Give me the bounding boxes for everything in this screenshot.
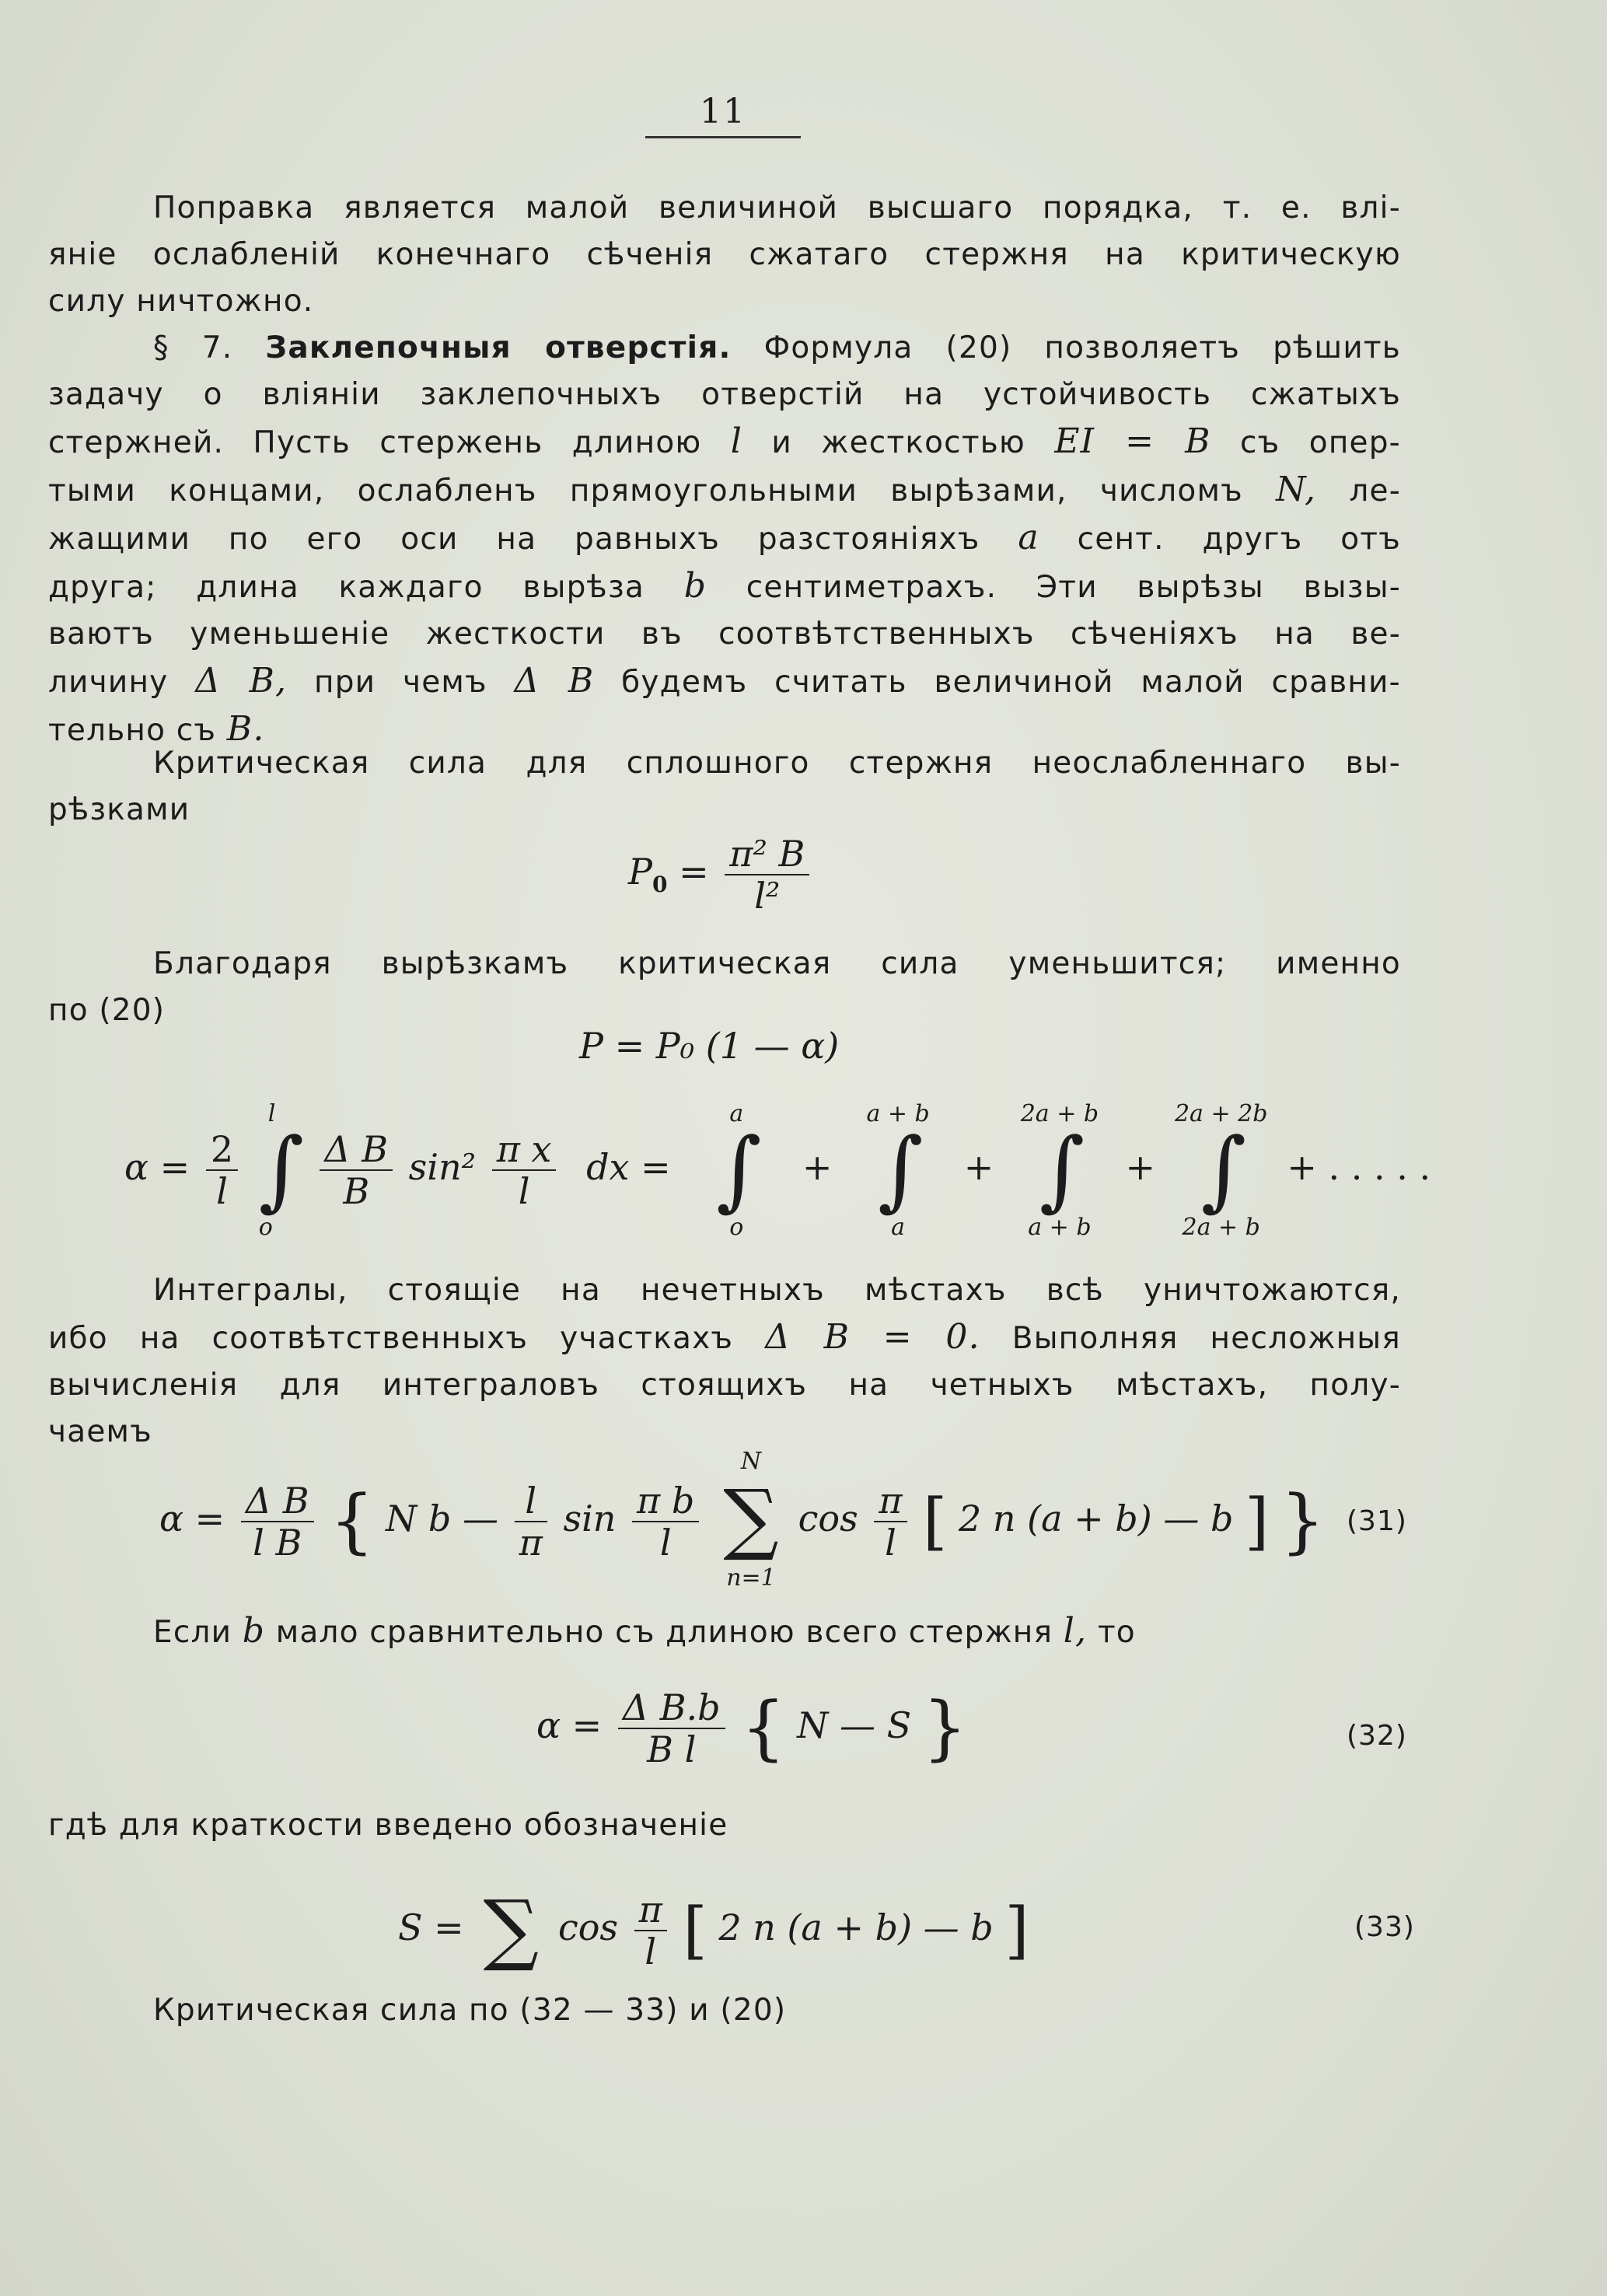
integral-lower: a — [891, 1214, 906, 1241]
math-symbol: α = — [159, 1497, 225, 1539]
right-brace: } — [1280, 1480, 1326, 1562]
page-number: 11 — [700, 92, 746, 131]
fraction — [492, 1129, 557, 1211]
fraction-numerator: π — [634, 1889, 667, 1931]
paragraph-integrals — [48, 1267, 1401, 1456]
math-inline: l — [730, 421, 743, 461]
equation-31 — [159, 1448, 1325, 1595]
fraction-numerator: π x — [492, 1129, 557, 1171]
section-7-paragraph — [48, 325, 1401, 754]
equation-33 — [398, 1880, 1029, 1981]
text-line: рѣзками — [48, 792, 190, 827]
paragraph-cutouts — [48, 941, 1401, 1034]
right-bracket: ] — [1245, 1485, 1270, 1557]
text-line: Критическая сила для сплошного стержня неослабленнаго вы- — [153, 746, 1401, 781]
math-function: cos — [557, 1906, 619, 1948]
text-span: Если — [153, 1615, 232, 1650]
math-inline: Δ B = 0. — [765, 1317, 980, 1357]
text-line: чаемъ — [48, 1414, 152, 1449]
text-span: тельно съ — [48, 713, 217, 748]
math-inline: Δ B, — [195, 661, 288, 701]
fraction — [634, 1889, 667, 1972]
text-span: стержней. Пусть стержень длиною — [48, 425, 702, 460]
fraction-denominator: l — [216, 1170, 228, 1212]
text-span: при чемъ — [314, 665, 487, 700]
math-subscript: 0 — [652, 872, 668, 897]
fraction — [632, 1480, 699, 1563]
fraction — [515, 1480, 547, 1563]
summation-upper: N — [740, 1448, 762, 1475]
math-inline: b — [683, 566, 707, 606]
summation-sign: ∑ — [723, 1473, 779, 1564]
equation-alpha — [124, 1100, 1431, 1240]
fraction-numerator: Δ B.b — [618, 1687, 725, 1729]
fraction-denominator: l² — [754, 875, 781, 917]
fraction-denominator: l B — [253, 1522, 302, 1564]
text-line — [48, 325, 1401, 372]
math-inline: b — [242, 1611, 266, 1651]
equation-p: P = P₀ (1 — α) — [579, 1025, 840, 1067]
text-span: тыми концами, ослабленъ прямоугольными вырѣзами, числомъ — [48, 474, 1243, 508]
integral — [1005, 1100, 1114, 1240]
text-line — [48, 658, 1401, 706]
text-line — [48, 1314, 1401, 1362]
integral — [254, 1100, 304, 1240]
math-term: N b — — [386, 1497, 498, 1539]
equation-32 — [536, 1687, 967, 1770]
left-brace: { — [741, 1687, 786, 1769]
fraction — [874, 1480, 907, 1563]
math-inline: N, — [1276, 470, 1317, 509]
integral-lower: 2a + b — [1182, 1214, 1260, 1241]
math-symbol: P — [628, 851, 652, 893]
paragraph-if-b — [48, 1608, 1401, 1656]
math-function: sin — [563, 1497, 617, 1539]
text-line: силу ничтожно. — [48, 284, 314, 319]
math-operator: + — [963, 1146, 994, 1188]
text-line — [48, 418, 1401, 467]
math-operator: = — [679, 851, 709, 893]
text-span: друга; длина каждаго вырѣза — [48, 570, 645, 605]
fraction-denominator: l — [645, 1931, 657, 1973]
text-span: жащими по его оси на равныхъ разстояніяхъ — [48, 522, 980, 557]
integral-sign: ∫ — [716, 1120, 762, 1221]
equation-p0 — [628, 833, 814, 916]
fraction — [320, 1129, 393, 1211]
math-inline: Δ B — [514, 661, 595, 701]
integral-sign: ∫ — [1039, 1120, 1085, 1221]
left-bracket: [ — [683, 1894, 707, 1966]
math-inline: B. — [226, 709, 265, 749]
text-line: вычисленія для интеграловъ стоящихъ на четныхъ мѣстахъ, полу- — [48, 1368, 1401, 1403]
fraction-numerator: Δ B — [241, 1480, 314, 1522]
math-inline: l, — [1063, 1611, 1088, 1651]
text-span: будемъ считать величиной малой сравни- — [621, 665, 1401, 700]
text-line — [48, 1608, 1401, 1656]
text-line — [48, 563, 1401, 611]
fraction-denominator: B l — [647, 1728, 697, 1770]
fraction-numerator: l — [515, 1480, 547, 1522]
paragraph-correction — [48, 185, 1401, 325]
summation — [475, 1880, 547, 1981]
math-continuation: + . . . . . — [1287, 1146, 1431, 1188]
paragraph-where — [48, 1802, 1401, 1849]
integral-upper: 2a + b — [1020, 1100, 1099, 1127]
paragraph-final — [48, 1987, 1401, 2034]
integral-lower: a + b — [1028, 1214, 1092, 1241]
math-term: N — S — [797, 1704, 912, 1746]
page-number-rule — [645, 136, 801, 138]
right-brace: } — [922, 1687, 967, 1769]
left-brace: { — [330, 1480, 375, 1562]
text-span: сентиметрахъ. Эти вырѣзы вызы- — [746, 570, 1401, 605]
math-term: 2 n (a + b) — b — [959, 1497, 1234, 1539]
text-span: сент. другъ отъ — [1077, 522, 1401, 557]
text-span: ле- — [1349, 474, 1401, 508]
integral-sign: ∫ — [878, 1120, 924, 1221]
text-span: съ опер- — [1240, 425, 1401, 460]
text-line: Благодаря вырѣзкамъ критическая сила уменьшится; именно — [153, 946, 1401, 981]
fraction — [618, 1687, 725, 1770]
fraction-numerator: π² B — [725, 833, 809, 875]
math-operator: + — [802, 1146, 833, 1188]
text-span: ибо на соотвѣтственныхъ участкахъ — [48, 1321, 734, 1356]
fraction-numerator: Δ B — [320, 1129, 393, 1171]
text-span: Выполняя несложныя — [1011, 1321, 1401, 1356]
text-span: личину — [48, 665, 169, 700]
fraction-denominator: B — [343, 1170, 370, 1212]
left-bracket: [ — [923, 1485, 948, 1557]
math-function: sin² — [408, 1146, 477, 1188]
text-line — [48, 515, 1401, 563]
integral-upper: a + b — [866, 1100, 930, 1127]
integral — [844, 1100, 952, 1240]
fraction-denominator: l — [659, 1522, 672, 1564]
math-symbol: S = — [398, 1906, 464, 1948]
equation-number-32: (32) — [1347, 1720, 1407, 1752]
text-line: задачу о вліяніи заклепочныхъ отверстій на устойчивость сжатыхъ — [48, 377, 1401, 412]
text-line: гдѣ для краткости введено обозначеніе — [48, 1808, 728, 1843]
text-line: по (20) — [48, 993, 166, 1028]
section-number: § 7. — [153, 330, 233, 365]
text-line: Критическая сила по (32 — 33) и (20) — [153, 1993, 787, 2028]
integral-sign: ∫ — [258, 1120, 305, 1221]
math-function: cos — [798, 1497, 858, 1539]
integral-sign: ∫ — [1200, 1120, 1247, 1221]
fraction-numerator: 2 — [206, 1129, 238, 1171]
math-symbol: α = — [536, 1704, 603, 1746]
fraction — [725, 833, 809, 916]
text-span: то — [1097, 1615, 1136, 1650]
integral-upper: a — [729, 1100, 744, 1127]
text-span: Формула (20) позволяетъ рѣшить — [763, 330, 1401, 365]
fraction-denominator: π — [519, 1522, 543, 1564]
summation — [715, 1448, 787, 1595]
section-title: Заклепочныя отверстія. — [265, 330, 732, 365]
right-bracket: ] — [1004, 1894, 1029, 1966]
math-inline: EI = B — [1054, 421, 1211, 461]
fraction-denominator: l — [885, 1522, 896, 1564]
paragraph-critical-force — [48, 740, 1401, 833]
integral-lower: o — [729, 1214, 744, 1241]
fraction-numerator: π — [874, 1480, 907, 1522]
fraction-denominator: l — [518, 1170, 530, 1212]
integral — [1167, 1100, 1276, 1240]
math-term: 2 n (a + b) — b — [718, 1906, 994, 1948]
text-line: ваютъ уменьшеніе жесткости въ соотвѣтственныхъ сѣченіяхъ на ве- — [48, 617, 1401, 652]
text-line: янiе ослабленiй конечнаго сѣченiя сжатаго стержня на критическую — [48, 237, 1401, 272]
integral-lower: o — [258, 1214, 273, 1241]
text-line: Поправка является малой величиной высшаго порядка, т. е. влі- — [153, 190, 1401, 225]
math-differential: dx = — [586, 1146, 671, 1188]
summation-sign: ∑ — [483, 1883, 539, 1974]
equation-number-31: (31) — [1347, 1505, 1407, 1537]
math-inline: a — [1018, 518, 1039, 557]
summation-lower: n=1 — [726, 1564, 776, 1592]
integral-upper: l — [267, 1100, 276, 1127]
text-span: мало сравнительно съ длиною всего стержня — [275, 1615, 1053, 1650]
integral — [682, 1100, 791, 1240]
equation-number-33: (33) — [1354, 1911, 1415, 1943]
fraction — [241, 1480, 314, 1563]
integral-upper: 2a + 2b — [1174, 1100, 1268, 1127]
math-symbol: α = — [124, 1146, 190, 1188]
text-line: Интегралы, стоящіе на нечетныхъ мѣстахъ всѣ уничтожаются, — [153, 1273, 1401, 1308]
text-line — [48, 467, 1401, 515]
fraction — [206, 1129, 238, 1211]
math-operator: + — [1125, 1146, 1156, 1188]
text-span: и жесткостью — [771, 425, 1025, 460]
fraction-numerator: π b — [632, 1480, 699, 1522]
